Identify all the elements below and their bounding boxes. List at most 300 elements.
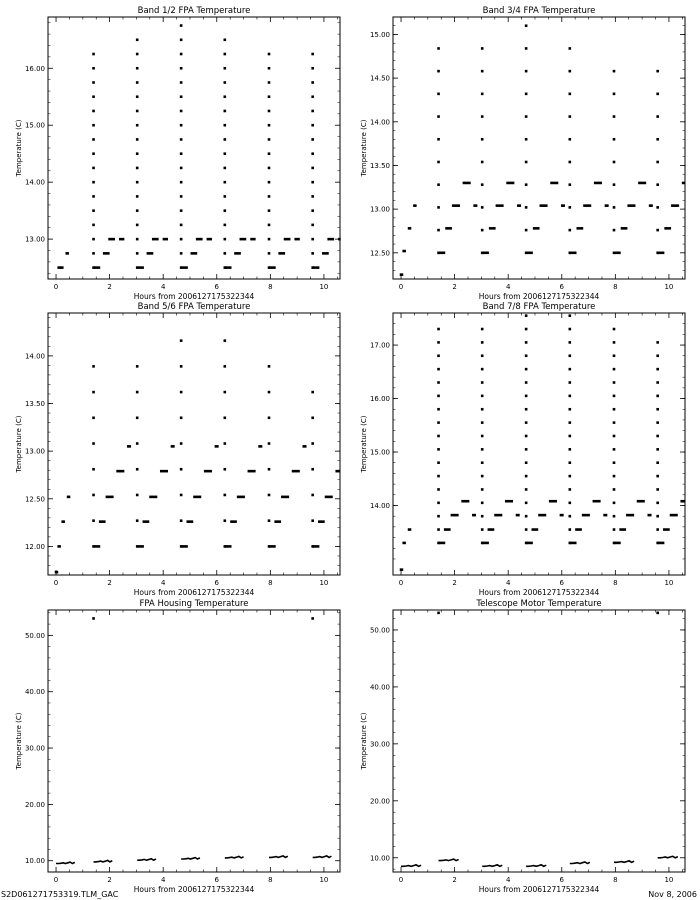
data-point: [311, 95, 314, 98]
data-point: [311, 209, 314, 212]
data-point: [656, 229, 659, 232]
x-tick-label: 8: [268, 876, 273, 884]
chart-panel-2: [360, 6, 685, 301]
data-trace: [94, 860, 113, 862]
y-tick-label: 13.00: [24, 447, 45, 456]
data-point: [311, 417, 314, 420]
data-point: [180, 209, 183, 212]
data-point: [92, 391, 95, 394]
data-point: [525, 475, 528, 478]
data-segment: [649, 204, 653, 207]
data-point: [268, 81, 271, 84]
x-tick-label: 4: [160, 283, 166, 291]
data-segment: [269, 266, 276, 269]
data-segment: [496, 204, 504, 207]
y-axis-label: Temperature (C): [360, 415, 368, 473]
x-tick-label: 0: [398, 283, 404, 291]
data-segment: [240, 238, 247, 241]
data-segment: [250, 238, 255, 241]
data-point: [613, 354, 616, 357]
data-point: [92, 442, 95, 445]
data-segment: [494, 514, 502, 517]
x-axis-label: Hours from 2006127175322344: [133, 292, 255, 301]
data-point: [613, 229, 616, 232]
data-segment: [147, 252, 154, 255]
data-point: [311, 81, 314, 84]
data-marks: [57, 24, 340, 269]
data-point: [224, 53, 227, 56]
data-segment: [463, 182, 471, 185]
x-tick-label: 4: [160, 876, 166, 884]
data-point: [224, 67, 227, 70]
data-point: [408, 528, 412, 531]
data-segment: [664, 227, 671, 230]
plot-frame: [393, 17, 685, 279]
data-marks: [56, 617, 331, 863]
data-point: [569, 314, 572, 317]
data-point: [180, 95, 183, 98]
data-segment: [540, 204, 548, 207]
data-segment: [658, 252, 665, 255]
y-tick-label: 10.00: [369, 854, 390, 863]
x-tick-label: 8: [613, 579, 618, 587]
y-tick-label: 10.00: [24, 857, 45, 866]
x-tick-label: 0: [398, 579, 404, 587]
data-point: [569, 515, 572, 518]
data-segment: [103, 252, 110, 255]
data-segment: [451, 514, 459, 517]
data-point: [656, 70, 659, 73]
data-segment: [526, 252, 533, 255]
data-segment: [647, 514, 651, 517]
data-point: [268, 95, 271, 98]
data-point: [437, 93, 440, 96]
data-point: [437, 183, 440, 186]
data-point: [569, 488, 572, 491]
data-point: [569, 502, 572, 505]
y-tick-label: 12.00: [24, 542, 45, 551]
data-point: [311, 110, 314, 113]
x-tick-label: 6: [214, 283, 220, 291]
data-point: [437, 368, 440, 371]
chart-panel-1: [15, 6, 341, 301]
data-point: [180, 391, 183, 394]
data-point: [437, 488, 440, 491]
data-point: [569, 448, 572, 451]
data-point: [268, 391, 271, 394]
data-point: [180, 442, 183, 445]
data-point: [311, 391, 314, 394]
data-point: [656, 206, 659, 209]
data-point: [525, 138, 528, 141]
x-tick-label: 2: [107, 876, 112, 884]
data-point: [92, 167, 95, 170]
data-point: [481, 435, 484, 438]
data-point: [180, 167, 183, 170]
data-segment: [269, 545, 276, 548]
data-point: [180, 138, 183, 141]
x-tick-label: 6: [559, 283, 565, 291]
data-segment: [626, 514, 634, 517]
data-point: [613, 475, 616, 478]
plot-frame: [393, 313, 685, 575]
data-trace: [137, 859, 156, 861]
data-trace: [181, 858, 200, 859]
y-tick-label: 30.00: [24, 744, 45, 753]
data-segment: [248, 470, 256, 473]
data-point: [224, 152, 227, 155]
x-tick-label: 2: [107, 579, 112, 587]
chart-panel-4: [360, 302, 685, 597]
data-point: [437, 138, 440, 141]
data-segment: [663, 528, 670, 531]
data-segment: [473, 204, 477, 207]
data-point: [613, 93, 616, 96]
x-tick-label: 0: [53, 283, 59, 291]
data-point: [311, 124, 314, 127]
data-segment: [482, 252, 489, 255]
data-point: [268, 138, 271, 141]
data-point: [656, 502, 659, 505]
chart-title: Band 7/8 FPA Temperature: [482, 302, 596, 312]
x-tick-label: 2: [452, 876, 457, 884]
data-trace: [439, 859, 459, 861]
data-point: [569, 461, 572, 464]
data-segment: [149, 496, 157, 499]
data-point: [268, 417, 271, 420]
data-segment: [658, 542, 665, 545]
x-axis-label: Hours from 2006127175322344: [133, 885, 255, 894]
data-point: [180, 195, 183, 198]
data-segment: [439, 542, 446, 545]
data-segment: [313, 266, 320, 269]
data-segment: [204, 470, 212, 473]
data-point: [311, 53, 314, 56]
data-segment: [127, 445, 131, 448]
data-point: [437, 70, 440, 73]
data-segment: [94, 266, 101, 269]
data-point: [224, 238, 227, 241]
data-marks: [401, 612, 678, 867]
data-segment: [671, 204, 679, 207]
data-segment: [444, 528, 451, 531]
data-point: [311, 224, 314, 227]
data-point: [311, 167, 314, 170]
data-point: [224, 519, 227, 522]
data-point: [656, 138, 659, 141]
data-segment: [583, 204, 591, 207]
data-point: [268, 468, 271, 471]
data-point: [268, 238, 271, 241]
data-point: [268, 53, 271, 56]
y-axis-label: Temperature (C): [15, 119, 23, 177]
data-point: [481, 461, 484, 464]
data-point: [525, 93, 528, 96]
data-segment: [163, 238, 168, 241]
data-point: [525, 115, 528, 118]
data-point: [481, 381, 484, 384]
y-tick-label: 14.00: [24, 178, 45, 187]
data-point: [613, 206, 616, 209]
data-segment: [237, 496, 245, 499]
data-point: [311, 468, 314, 471]
data-point: [224, 442, 227, 445]
data-point: [136, 67, 139, 70]
data-point: [437, 354, 440, 357]
data-point: [92, 224, 95, 227]
data-point: [525, 448, 528, 451]
y-tick-label: 13.00: [24, 235, 45, 244]
data-point: [92, 110, 95, 113]
data-point: [569, 528, 572, 531]
data-point: [180, 38, 183, 41]
data-point: [311, 494, 314, 497]
data-point: [311, 195, 314, 198]
data-point: [569, 395, 572, 398]
x-axis-label: Hours from 2006127175322344: [133, 588, 255, 597]
data-point: [136, 167, 139, 170]
data-point: [656, 612, 659, 615]
data-segment: [191, 252, 198, 255]
data-point: [437, 341, 440, 344]
data-point: [92, 181, 95, 184]
data-point: [224, 138, 227, 141]
data-point: [136, 95, 139, 98]
data-segment: [627, 204, 635, 207]
data-segment: [619, 528, 626, 531]
plot-frame: [393, 610, 685, 872]
data-point: [180, 494, 183, 497]
data-segment: [274, 520, 281, 523]
data-point: [180, 365, 183, 368]
data-point: [525, 528, 528, 531]
data-point: [180, 224, 183, 227]
data-point: [613, 328, 616, 331]
y-tick-label: 50.00: [24, 631, 45, 640]
data-point: [136, 38, 139, 41]
data-point: [613, 138, 616, 141]
data-point: [525, 354, 528, 357]
data-point: [656, 488, 659, 491]
y-tick-label: 13.50: [369, 161, 390, 170]
plot-frame: [48, 313, 340, 575]
data-point: [656, 341, 659, 344]
data-point: [224, 224, 227, 227]
data-point: [180, 252, 183, 255]
data-point: [437, 229, 440, 232]
data-point: [136, 468, 139, 471]
data-segment: [538, 514, 546, 517]
data-trace: [658, 856, 678, 858]
data-point: [481, 183, 484, 186]
data-point: [525, 461, 528, 464]
x-tick-label: 6: [559, 579, 565, 587]
data-point: [180, 124, 183, 127]
data-point: [525, 341, 528, 344]
data-segment: [560, 514, 564, 517]
y-axis-label: Temperature (C): [15, 415, 23, 473]
x-axis-label: Hours from 2006127175322344: [478, 885, 600, 894]
data-point: [481, 488, 484, 491]
data-point: [481, 70, 484, 73]
data-segment: [152, 238, 159, 241]
data-point: [224, 167, 227, 170]
y-tick-label: 16.00: [24, 64, 45, 73]
data-point: [437, 206, 440, 209]
y-tick-label: 20.00: [369, 797, 390, 806]
data-point: [136, 224, 139, 227]
data-point: [311, 519, 314, 522]
x-tick-label: 4: [505, 579, 511, 587]
data-point: [613, 515, 616, 518]
data-point: [268, 152, 271, 155]
data-segment: [621, 227, 628, 230]
data-point: [437, 161, 440, 164]
data-point: [569, 229, 572, 232]
data-segment: [489, 227, 496, 230]
data-point: [525, 421, 528, 424]
data-point: [569, 138, 572, 141]
data-trace: [56, 862, 75, 863]
y-tick-label: 14.50: [369, 74, 390, 83]
data-point: [268, 195, 271, 198]
data-point: [481, 229, 484, 232]
data-point: [136, 365, 139, 368]
data-point: [656, 435, 659, 438]
data-point: [437, 612, 440, 615]
x-tick-label: 0: [53, 876, 59, 884]
data-point: [656, 115, 659, 118]
y-axis-label: Temperature (C): [360, 119, 368, 177]
data-point: [481, 161, 484, 164]
data-point: [180, 238, 183, 241]
y-tick-label: 13.50: [24, 400, 45, 409]
data-segment: [181, 545, 188, 548]
data-point: [65, 252, 69, 255]
data-segment: [99, 520, 106, 523]
data-point: [268, 519, 271, 522]
data-segment: [302, 445, 306, 448]
y-tick-label: 30.00: [369, 740, 390, 749]
y-tick-label: 40.00: [24, 688, 45, 697]
data-point: [180, 519, 183, 522]
data-segment: [292, 470, 300, 473]
data-point: [311, 442, 314, 445]
data-segment: [603, 514, 607, 517]
data-point: [311, 252, 314, 255]
data-segment: [94, 545, 101, 548]
data-point: [481, 93, 484, 96]
data-segment: [638, 182, 646, 185]
data-segment: [322, 252, 329, 255]
data-point: [402, 542, 406, 545]
data-point: [569, 328, 572, 331]
plot-frame: [48, 610, 340, 872]
data-point: [268, 167, 271, 170]
data-point: [224, 95, 227, 98]
data-point: [525, 395, 528, 398]
x-tick-label: 6: [559, 876, 565, 884]
data-point: [656, 448, 659, 451]
data-point: [569, 408, 572, 411]
chart-panel-5: [15, 599, 340, 894]
data-point: [525, 229, 528, 232]
data-point: [311, 181, 314, 184]
x-tick-label: 8: [613, 283, 618, 291]
data-point: [613, 70, 616, 73]
data-point: [180, 339, 183, 342]
data-point: [224, 365, 227, 368]
data-marks: [55, 339, 340, 573]
x-tick-label: 4: [160, 579, 166, 587]
data-point: [656, 93, 659, 96]
chart-panel-6: [360, 599, 685, 894]
data-point: [437, 381, 440, 384]
data-segment: [445, 227, 452, 230]
data-point: [525, 435, 528, 438]
data-point: [656, 475, 659, 478]
data-segment: [505, 500, 513, 503]
data-segment: [506, 182, 514, 185]
data-segment: [533, 227, 540, 230]
data-point: [437, 408, 440, 411]
data-point: [437, 475, 440, 478]
data-point: [656, 395, 659, 398]
chart-title: Band 5/6 FPA Temperature: [137, 302, 251, 312]
data-segment: [193, 496, 201, 499]
data-point: [481, 354, 484, 357]
x-tick-label: 2: [452, 579, 457, 587]
data-point: [136, 81, 139, 84]
data-point: [180, 24, 183, 27]
data-segment: [461, 500, 469, 503]
data-point: [268, 224, 271, 227]
data-segment: [143, 520, 150, 523]
x-tick-label: 4: [505, 283, 511, 291]
data-segment: [439, 252, 446, 255]
data-point: [525, 381, 528, 384]
data-point: [569, 47, 572, 50]
data-point: [311, 238, 314, 241]
x-axis-label: Hours from 2006127175322344: [478, 292, 600, 301]
data-point: [525, 314, 528, 317]
data-segment: [318, 520, 325, 523]
x-tick-label: 6: [214, 876, 220, 884]
data-point: [569, 161, 572, 164]
data-point: [437, 395, 440, 398]
x-tick-label: 10: [664, 283, 674, 291]
data-point: [402, 250, 406, 253]
data-segment: [281, 496, 289, 499]
data-point: [136, 391, 139, 394]
data-point: [60, 266, 64, 269]
x-tick-label: 10: [319, 876, 329, 884]
data-segment: [488, 528, 495, 531]
data-point: [481, 328, 484, 331]
data-segment: [472, 514, 476, 517]
x-tick-label: 8: [268, 579, 273, 587]
data-marks: [400, 314, 685, 571]
data-point: [613, 502, 616, 505]
data-point: [224, 181, 227, 184]
data-point: [92, 138, 95, 141]
data-segment: [614, 252, 621, 255]
data-point: [437, 421, 440, 424]
data-point: [268, 365, 271, 368]
chart-title: Band 1/2 FPA Temperature: [137, 6, 251, 16]
data-point: [437, 448, 440, 451]
data-point: [613, 115, 616, 118]
